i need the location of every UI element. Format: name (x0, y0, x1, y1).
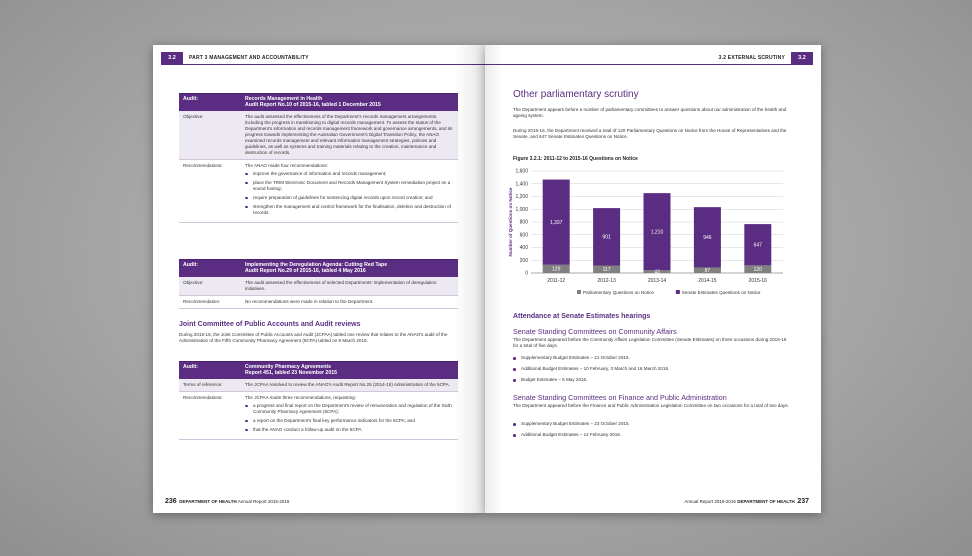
left-footer (165, 498, 289, 505)
recommendations-text (245, 163, 454, 219)
list-item: Additional Budget Estimates – 12 February 2016. (513, 432, 793, 438)
data-label-senate-estimates: 1,210 (650, 229, 664, 236)
finance-admin-list (513, 421, 793, 443)
audit-table-header (179, 259, 458, 277)
questions-chart (505, 163, 795, 308)
y-tick-label: 1,400 (515, 181, 528, 188)
recommendation-row (179, 296, 458, 309)
audit-title-line2: Report 451, tabled 23 November 2015 (245, 370, 337, 377)
audit-table-deregulation (179, 259, 458, 309)
community-affairs-list (513, 355, 793, 388)
recommendations-list (245, 403, 454, 433)
list-item: Additional Budget Estimates – 10 February, 3 March and 16 March 2016. (513, 366, 793, 372)
terms-of-reference-text: The JCPAA resolved to review the ANAO's Audit Report No.25 (2014-15) Administration of the 5CPA. (245, 381, 450, 387)
recommendations-intro: The JCPAA made three recommendations, requesting: (245, 394, 356, 400)
recommendations-label: Recommendations: (183, 162, 223, 168)
list-item: Budget Estimates – 6 May 2016. (513, 377, 793, 383)
section-tab: 3.2 (791, 52, 813, 64)
x-tick-label: 2012-13 (597, 278, 616, 284)
data-label-parliamentary: 120 (753, 266, 762, 273)
list-item: a progress and final report on the Department's review of remuneration and regulation of the Sixth Community Pharmacy Agreement (6CPA); (245, 403, 454, 415)
header-rule (161, 64, 485, 65)
senate-estimates-heading: Attendance at Senate Estimates hearings (513, 313, 651, 320)
finance-admin-heading: Senate Standing Committees on Finance and Public Administration (513, 393, 727, 402)
list-item: Supplementary Budget Estimates – 23 October 2015. (513, 421, 793, 427)
finance-admin-paragraph: The Department appeared before the Finance and Public Administration Legislation Committee on two occasions for a total of two days. (513, 403, 789, 408)
data-label-parliamentary: 43 (654, 269, 660, 276)
recommendations-intro: The ANAO made four recommendations: (245, 162, 328, 168)
footer-department: DEPARTMENT OF HEALTH (179, 499, 237, 504)
y-tick-label: 800 (519, 219, 528, 226)
terms-of-reference-row (179, 379, 458, 392)
list-item: improve the governance of information and records management; (245, 171, 454, 177)
page-number: 237 (797, 498, 809, 505)
objective-label: Objective: (183, 279, 204, 285)
left-page (153, 45, 485, 513)
data-label-senate-estimates: 901 (602, 234, 611, 241)
right-page (485, 45, 821, 513)
recommendation-text: No recommendations were made in relation to the Department. (245, 298, 374, 304)
legend-swatch (577, 290, 581, 294)
recommendation-label: Recommendation: (183, 298, 221, 304)
audit-table-header (179, 361, 458, 379)
audit-table-records-management (179, 93, 458, 223)
jcpaa-paragraph: During 2015-16, the Joint Committee of Public Accounts and Audit (JCPAA) tabled one review that relates to the ANAO's audit of the Administration of the Fifth Community Pharmacy Agreement (5CPA) tabled on 8 March 2015. (179, 332, 448, 343)
intro-paragraph: The Department appears before a number of parliamentary committees to answer questions about our administration of the health and ageing system. (513, 107, 787, 118)
y-tick-label: 1,200 (515, 194, 528, 201)
audit-title-line1: Records Management in Health (245, 96, 323, 102)
y-tick-label: 200 (519, 257, 528, 264)
objective-label: Objective: (183, 113, 204, 119)
audit-title-line2: Audit Report No.10 of 2015-16, tabled 1 December 2015 (245, 102, 381, 109)
list-item: place the TRIM Electronic Document and Records Management System remediation project on a sound footing; (245, 180, 454, 192)
data-label-parliamentary: 129 (552, 266, 561, 273)
objective-row (179, 277, 458, 296)
recommendations-text (245, 395, 454, 436)
y-tick-label: 600 (519, 232, 528, 239)
audit-label: Audit: (183, 96, 198, 102)
objective-row (179, 111, 458, 160)
audit-label: Audit: (183, 364, 198, 370)
community-affairs-paragraph: The Department appeared before the Community Affairs Legislation Committee (Senate Estimates) on three occasions during 2015-16 for a total of five days. (513, 337, 787, 348)
legend-label: Parliamentary Questions on Notice (583, 290, 654, 295)
x-tick-label: 2015-16 (748, 278, 767, 284)
x-tick-label: 2011-12 (547, 278, 566, 284)
gutter-shadow (455, 45, 485, 513)
audit-title (245, 364, 454, 377)
objective-text: The audit assessed the effectiveness of the Department's records management arrangements, including the progress in transitioning to digital records management. To assess the status of the Department's information and records management framework and governance arrangements, and its progress towards implementing the Australian Government's Digital Transition Policy, the ANAO examined records management and relevant information management strategies, policies and guidelines, as well as systems and training materials relating to the creation, maintenance and destruction of records. (245, 113, 453, 155)
recommendations-row (179, 392, 458, 440)
legend-swatch (676, 290, 680, 294)
recommendations-list (245, 171, 454, 216)
y-tick-label: 1,000 (515, 206, 528, 213)
figure-caption: Figure 3.2.1: 2011-12 to 2015-16 Questions on Notice (513, 156, 638, 162)
data-label-parliamentary: 87 (704, 268, 711, 275)
x-tick-label: 2014-15 (698, 278, 717, 284)
audit-title-line1: Community Pharmacy Agreements (245, 364, 332, 370)
right-footer (684, 498, 809, 505)
audit-title-line2: Audit Report No.29 of 2015-16, tabled 4 May 2016 (245, 268, 366, 275)
data-label-parliamentary: 117 (602, 267, 611, 274)
data-label-senate-estimates: 1,337 (549, 219, 563, 226)
community-affairs-heading: Senate Standing Committees on Community Affairs (513, 327, 677, 336)
footer-report: Annual Report 2015-2016 (237, 499, 290, 504)
footer-department: DEPARTMENT OF HEALTH (737, 499, 795, 504)
section-tab: 3.2 (161, 52, 183, 64)
audit-label: Audit: (183, 262, 198, 268)
terms-of-reference-label: Terms of reference: (183, 381, 223, 387)
audit-title-line1: Implementing the Deregulation Agenda: Cutting Red Tape (245, 262, 388, 268)
jcpaa-heading: Joint Committee of Public Accounts and Audit reviews (179, 321, 361, 328)
legend-label: Senate Estimates Questions on Notice (681, 290, 761, 295)
questions-paragraph: During 2015-16, the Department received a total of 120 Parliamentary Questions on Notice from the House of Representatives and the Senate, and 647 Senate Estimates Questions on Notice. (513, 128, 787, 139)
list-item: that the ANAO conduct a follow-up audit on the 6CPA. (245, 427, 454, 433)
header-rule (485, 64, 813, 65)
recommendations-label: Recommendations: (183, 394, 223, 400)
objective-text: The audit assessed the effectiveness of selected Departments' implementation of deregulation initiatives. (245, 279, 437, 291)
recommendations-row (179, 160, 458, 223)
running-header: PART 3 MANAGEMENT AND ACCOUNTABILITY (189, 55, 309, 61)
gutter-shadow (485, 45, 503, 513)
y-axis-label: Number of Questions on Notice (508, 187, 513, 257)
audit-table-community-pharmacy (179, 361, 458, 440)
audit-title (245, 96, 454, 109)
data-label-senate-estimates: 647 (753, 242, 762, 249)
list-item: require preparation of guidelines for sentencing digital records upon record creation; and (245, 195, 454, 201)
y-tick-label: 400 (519, 245, 528, 252)
audit-title (245, 262, 454, 275)
audit-table-header (179, 93, 458, 111)
x-tick-label: 2013-14 (647, 278, 667, 284)
y-tick-label: 0 (525, 270, 528, 277)
footer-report: Annual Report 2015-2016 (684, 499, 736, 504)
list-item: strengthen the management and control framework for the finalisation, deletion and destruction of records. (245, 204, 454, 216)
data-label-senate-estimates: 946 (703, 235, 712, 242)
list-item: a report on the Department's final key performance indicators for the 6CPA; and (245, 418, 454, 424)
y-tick-label: 1,600 (515, 168, 528, 175)
running-header: 3.2 EXTERNAL SCRUTINY (718, 55, 785, 61)
page-number: 236 (165, 498, 177, 505)
page-title: Other parliamentary scrutiny (513, 89, 639, 100)
list-item: Supplementary Budget Estimates – 21 October 2015. (513, 355, 793, 361)
